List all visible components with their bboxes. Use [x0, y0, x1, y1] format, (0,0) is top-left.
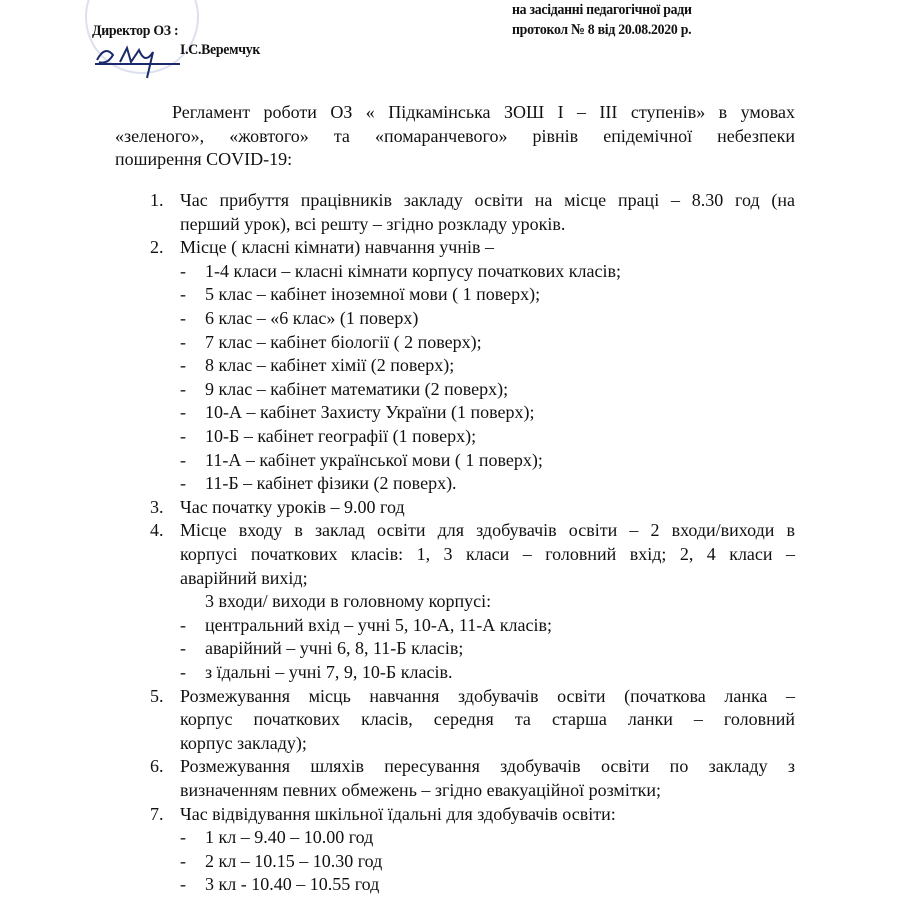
sub-item-text: 6 клас – «6 клас» (1 поверх): [205, 308, 419, 328]
dash-bullet: -: [180, 378, 186, 399]
dash-bullet: -: [180, 355, 186, 376]
dash-bullet: -: [180, 614, 186, 635]
list-item-text: Розмежування місць навчання здобувачів освіти (початкова ланка –: [180, 685, 795, 706]
dash-bullet: -: [180, 874, 186, 895]
sub-item-text: 2 кл – 10.15 – 10.30 год: [205, 850, 383, 871]
intro-line: Регламент роботи ОЗ « Підкамінська ЗОШ І – ІІІ ступенів» в умовах: [172, 102, 795, 122]
director-label: Директор ОЗ :: [92, 23, 179, 39]
dash-bullet: -: [180, 662, 186, 682]
list-number: 4.: [150, 520, 164, 541]
list-number: 7.: [150, 803, 164, 824]
list-number: 3.: [150, 496, 164, 517]
sub-item-text: 5 клас – кабінет іноземної мови ( 1 поверх);: [205, 284, 541, 305]
sub-item-text: 7 клас – кабінет біології ( 2 поверх);: [205, 331, 482, 352]
dash-bullet: -: [180, 638, 186, 659]
dash-bullet: -: [180, 426, 186, 446]
dash-bullet: -: [180, 284, 186, 305]
dash-bullet: -: [180, 308, 186, 328]
dash-bullet: -: [180, 473, 186, 494]
approval-line-2: протокол № 8 від 20.08.2020 р.: [512, 22, 692, 38]
dash-bullet: -: [180, 850, 186, 871]
signature: [95, 40, 185, 80]
sub-item-text: 3 кл - 10.40 – 10.55 год: [205, 874, 380, 895]
sub-item-text: аварійний – учні 6, 8, 11-Б класів;: [205, 638, 464, 659]
sub-item-text: 9 клас – кабінет математики (2 поверх);: [205, 378, 509, 399]
dash-bullet: -: [180, 331, 186, 352]
list-number: 2.: [150, 237, 164, 258]
list-item-text: Час початку уроків – 9.00 год: [180, 496, 405, 517]
list-item-text: корпус початкових класів, середня та старша ланки – головний: [180, 709, 795, 730]
sub-item-text: центральний вхід – учні 5, 10-А, 11-А класів;: [205, 614, 552, 635]
sub-item-text: 1-4 класи – класні кімнати корпусу початкових класів;: [205, 260, 621, 281]
list-item-text: Розмежування шляхів пересування здобувачів освіти по закладу з: [180, 756, 795, 777]
dash-bullet: -: [180, 402, 186, 423]
list-item-text: перший урок), всі решту – згідно розкладу уроків.: [180, 213, 566, 234]
sub-item-text: 1 кл – 9.40 – 10.00 год: [205, 827, 374, 848]
list-item-text: Місце входу в заклад освіти для здобувачів освіти – 2 входи/виходи в: [180, 520, 795, 541]
sub-item-text: 11-А – кабінет української мови ( 1 поверх);: [205, 449, 543, 470]
list-number: 6.: [150, 756, 164, 777]
intro-line: поширення COVID-19:: [115, 149, 293, 170]
sub-item-text: 10-А – кабінет Захисту України (1 поверх);: [205, 402, 535, 423]
sub-item-text: з їдальні – учні 7, 9, 10-Б класів.: [205, 662, 453, 682]
list-number: 1.: [150, 190, 164, 210]
list-item-text: корпус закладу);: [180, 732, 307, 753]
intro-line: «зеленого», «жовтого» та «помаранчевого» рівнів епідемічної небезпеки: [115, 125, 795, 146]
dash-bullet: -: [180, 260, 186, 281]
list-item-text: корпусі початкових класів: 1, 3 класи – головний вхід; 2, 4 класи –: [180, 544, 795, 564]
list-item-text: Час відвідування шкільної їдальні для здобувачів освіти:: [180, 803, 616, 824]
dash-bullet: -: [180, 449, 186, 470]
list-number: 5.: [150, 685, 164, 706]
list-item-text: аварійний вихід;: [180, 567, 308, 588]
list-item-text: Час прибуття працівників закладу освіти на місце праці – 8.30 год (на: [180, 190, 795, 210]
sub-item-text: 8 клас – кабінет хімії (2 поверх);: [205, 355, 455, 376]
director-name: І.С.Веремчук: [180, 42, 261, 58]
approval-line-1: на засіданні педагогічної ради: [512, 2, 692, 18]
list-item-text: визначенням певних обмежень – згідно евакуаційної розмітки;: [180, 780, 662, 800]
list-item-text: Місце ( класні кімнати) навчання учнів –: [180, 237, 494, 258]
dash-bullet: -: [180, 827, 186, 848]
sub-item-text: 10-Б – кабінет географії (1 поверх);: [205, 426, 477, 446]
list-note: 3 входи/ виходи в головному корпусі:: [205, 591, 492, 612]
sub-item-text: 11-Б – кабінет фізики (2 поверх).: [205, 473, 457, 494]
